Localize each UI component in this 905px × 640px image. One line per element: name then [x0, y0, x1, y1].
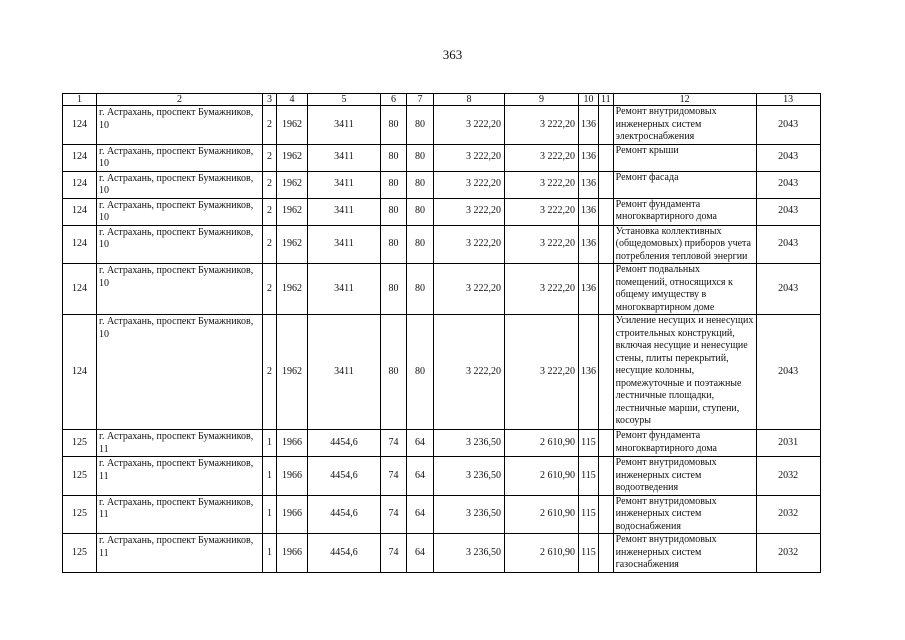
cell-col-8: 3 222,20 — [434, 264, 505, 315]
cell-col-7: 64 — [407, 495, 434, 534]
cell-col-10: 115 — [579, 457, 599, 496]
header-cell: 5 — [308, 94, 381, 106]
cell-col-4: 1962 — [277, 225, 308, 264]
cell-col-11 — [599, 457, 614, 496]
table-row — [63, 457, 821, 496]
header-cell: 13 — [756, 94, 820, 106]
cell-col-7: 64 — [407, 457, 434, 496]
table-row — [63, 430, 821, 457]
cell-col-7: 80 — [407, 171, 434, 198]
cell-col-4: 1966 — [277, 457, 308, 496]
cell-col-6: 74 — [381, 534, 407, 573]
cell-col-1: 125 — [63, 495, 97, 534]
cell-col-8: 3 222,20 — [434, 315, 505, 430]
cell-col-7: 80 — [407, 225, 434, 264]
cell-col-3: 2 — [263, 315, 277, 430]
table-row — [63, 534, 821, 573]
cell-col-8: 3 222,20 — [434, 106, 505, 145]
cell-col-1: 124 — [63, 171, 97, 198]
cell-col-2: г. Астрахань, проспект Бумажников, 10 — [97, 106, 263, 145]
cell-col-1: 124 — [63, 144, 97, 171]
cell-col-4: 1962 — [277, 264, 308, 315]
cell-col-3: 1 — [263, 495, 277, 534]
cell-col-6: 80 — [381, 225, 407, 264]
cell-col-13: 2043 — [756, 225, 820, 264]
cell-col-10: 115 — [579, 534, 599, 573]
cell-col-3: 2 — [263, 225, 277, 264]
cell-col-12: Ремонт фундамента многоквартирного дома — [613, 198, 756, 225]
capital-repair-table — [62, 93, 821, 573]
cell-col-8: 3 236,50 — [434, 457, 505, 496]
cell-col-10: 136 — [579, 264, 599, 315]
header-cell: 6 — [381, 94, 407, 106]
cell-col-2: г. Астрахань, проспект Бумажников, 11 — [97, 534, 263, 573]
cell-col-9: 3 222,20 — [505, 106, 579, 145]
cell-col-7: 64 — [407, 430, 434, 457]
cell-col-10: 136 — [579, 225, 599, 264]
cell-col-13: 2031 — [756, 430, 820, 457]
cell-col-5: 3411 — [308, 225, 381, 264]
table-row — [63, 315, 821, 430]
cell-col-10: 136 — [579, 106, 599, 145]
cell-col-3: 1 — [263, 457, 277, 496]
cell-col-6: 80 — [381, 171, 407, 198]
cell-col-11 — [599, 264, 614, 315]
cell-col-11 — [599, 144, 614, 171]
cell-col-4: 1962 — [277, 198, 308, 225]
cell-col-11 — [599, 198, 614, 225]
cell-col-1: 124 — [63, 264, 97, 315]
cell-col-4: 1966 — [277, 495, 308, 534]
header-cell: 10 — [579, 94, 599, 106]
cell-col-9: 3 222,20 — [505, 171, 579, 198]
header-cell: 7 — [407, 94, 434, 106]
cell-col-11 — [599, 430, 614, 457]
table-row — [63, 171, 821, 198]
cell-col-3: 2 — [263, 144, 277, 171]
cell-col-9: 2 610,90 — [505, 430, 579, 457]
cell-col-3: 1 — [263, 534, 277, 573]
cell-col-7: 80 — [407, 106, 434, 145]
cell-col-1: 125 — [63, 457, 97, 496]
cell-col-11 — [599, 534, 614, 573]
cell-col-6: 74 — [381, 457, 407, 496]
cell-col-10: 136 — [579, 144, 599, 171]
cell-col-5: 3411 — [308, 106, 381, 145]
cell-col-1: 125 — [63, 430, 97, 457]
cell-col-12: Ремонт внутридомовых инженерных систем водоотведения — [613, 457, 756, 496]
cell-col-6: 80 — [381, 264, 407, 315]
cell-col-8: 3 236,50 — [434, 534, 505, 573]
cell-col-13: 2032 — [756, 495, 820, 534]
header-cell: 1 — [63, 94, 97, 106]
cell-col-13: 2032 — [756, 457, 820, 496]
cell-col-6: 74 — [381, 495, 407, 534]
cell-col-11 — [599, 495, 614, 534]
cell-col-1: 124 — [63, 106, 97, 145]
cell-col-9: 2 610,90 — [505, 534, 579, 573]
table-row — [63, 198, 821, 225]
cell-col-10: 136 — [579, 198, 599, 225]
cell-col-1: 124 — [63, 198, 97, 225]
cell-col-9: 3 222,20 — [505, 144, 579, 171]
cell-col-2: г. Астрахань, проспект Бумажников, 11 — [97, 495, 263, 534]
table-row — [63, 144, 821, 171]
cell-col-3: 2 — [263, 171, 277, 198]
cell-col-10: 115 — [579, 430, 599, 457]
header-cell: 12 — [613, 94, 756, 106]
cell-col-2: г. Астрахань, проспект Бумажников, 10 — [97, 171, 263, 198]
cell-col-9: 3 222,20 — [505, 264, 579, 315]
cell-col-2: г. Астрахань, проспект Бумажников, 10 — [97, 144, 263, 171]
cell-col-5: 3411 — [308, 144, 381, 171]
cell-col-13: 2043 — [756, 171, 820, 198]
cell-col-13: 2043 — [756, 198, 820, 225]
cell-col-5: 4454,6 — [308, 495, 381, 534]
cell-col-11 — [599, 315, 614, 430]
cell-col-4: 1962 — [277, 106, 308, 145]
cell-col-12: Ремонт подвальных помещений, относящихся к общему имуществу в многоквартирном доме — [613, 264, 756, 315]
cell-col-8: 3 236,50 — [434, 430, 505, 457]
cell-col-7: 80 — [407, 144, 434, 171]
cell-col-5: 4454,6 — [308, 457, 381, 496]
cell-col-5: 4454,6 — [308, 534, 381, 573]
cell-col-12: Усиление несущих и ненесущих строительных конструкций, включая несущие и ненесущие стены, плиты перекрытий, несущие колонны, промежуточные и поэтажные лестничные площадки, лестничные марши, ступени, косоуры — [613, 315, 756, 430]
cell-col-1: 125 — [63, 534, 97, 573]
cell-col-12: Установка коллективных (общедомовых) приборов учета потребления тепловой энергии — [613, 225, 756, 264]
cell-col-9: 2 610,90 — [505, 457, 579, 496]
cell-col-3: 2 — [263, 264, 277, 315]
cell-col-5: 3411 — [308, 198, 381, 225]
cell-col-13: 2043 — [756, 264, 820, 315]
header-row — [63, 94, 821, 106]
cell-col-6: 80 — [381, 315, 407, 430]
cell-col-3: 2 — [263, 198, 277, 225]
cell-col-5: 3411 — [308, 315, 381, 430]
cell-col-6: 74 — [381, 430, 407, 457]
cell-col-2: г. Астрахань, проспект Бумажников, 10 — [97, 198, 263, 225]
cell-col-8: 3 222,20 — [434, 171, 505, 198]
cell-col-12: Ремонт внутридомовых инженерных систем электроснабжения — [613, 106, 756, 145]
table-row — [63, 495, 821, 534]
cell-col-2: г. Астрахань, проспект Бумажников, 10 — [97, 225, 263, 264]
cell-col-1: 124 — [63, 225, 97, 264]
table-row — [63, 264, 821, 315]
cell-col-6: 80 — [381, 106, 407, 145]
cell-col-11 — [599, 171, 614, 198]
cell-col-13: 2043 — [756, 144, 820, 171]
table-row — [63, 106, 821, 145]
cell-col-7: 80 — [407, 198, 434, 225]
cell-col-12: Ремонт внутридомовых инженерных систем водоснабжения — [613, 495, 756, 534]
header-cell: 2 — [97, 94, 263, 106]
cell-col-4: 1962 — [277, 144, 308, 171]
cell-col-4: 1966 — [277, 430, 308, 457]
cell-col-7: 64 — [407, 534, 434, 573]
cell-col-1: 124 — [63, 315, 97, 430]
cell-col-9: 3 222,20 — [505, 198, 579, 225]
header-cell: 3 — [263, 94, 277, 106]
cell-col-12: Ремонт крыши — [613, 144, 756, 171]
cell-col-8: 3 222,20 — [434, 225, 505, 264]
header-cell: 4 — [277, 94, 308, 106]
header-cell: 11 — [599, 94, 614, 106]
cell-col-13: 2032 — [756, 534, 820, 573]
cell-col-8: 3 222,20 — [434, 144, 505, 171]
cell-col-13: 2043 — [756, 315, 820, 430]
cell-col-10: 136 — [579, 315, 599, 430]
table-row — [63, 225, 821, 264]
header-cell: 8 — [434, 94, 505, 106]
cell-col-13: 2043 — [756, 106, 820, 145]
cell-col-9: 2 610,90 — [505, 495, 579, 534]
cell-col-11 — [599, 106, 614, 145]
cell-col-6: 80 — [381, 144, 407, 171]
cell-col-6: 80 — [381, 198, 407, 225]
cell-col-8: 3 222,20 — [434, 198, 505, 225]
cell-col-7: 80 — [407, 315, 434, 430]
cell-col-5: 3411 — [308, 264, 381, 315]
cell-col-2: г. Астрахань, проспект Бумажников, 11 — [97, 430, 263, 457]
cell-col-8: 3 236,50 — [434, 495, 505, 534]
cell-col-2: г. Астрахань, проспект Бумажников, 10 — [97, 264, 263, 315]
cell-col-7: 80 — [407, 264, 434, 315]
cell-col-4: 1962 — [277, 315, 308, 430]
cell-col-3: 2 — [263, 106, 277, 145]
cell-col-2: г. Астрахань, проспект Бумажников, 10 — [97, 315, 263, 430]
cell-col-11 — [599, 225, 614, 264]
cell-col-5: 4454,6 — [308, 430, 381, 457]
header-cell: 9 — [505, 94, 579, 106]
cell-col-2: г. Астрахань, проспект Бумажников, 11 — [97, 457, 263, 496]
cell-col-12: Ремонт фундамента многоквартирного дома — [613, 430, 756, 457]
cell-col-12: Ремонт фасада — [613, 171, 756, 198]
cell-col-10: 115 — [579, 495, 599, 534]
cell-col-9: 3 222,20 — [505, 315, 579, 430]
cell-col-4: 1966 — [277, 534, 308, 573]
cell-col-4: 1962 — [277, 171, 308, 198]
page-number: 363 — [442, 47, 463, 62]
cell-col-10: 136 — [579, 171, 599, 198]
cell-col-5: 3411 — [308, 171, 381, 198]
cell-col-3: 1 — [263, 430, 277, 457]
cell-col-9: 3 222,20 — [505, 225, 579, 264]
cell-col-12: Ремонт внутридомовых инженерных систем газоснабжения — [613, 534, 756, 573]
